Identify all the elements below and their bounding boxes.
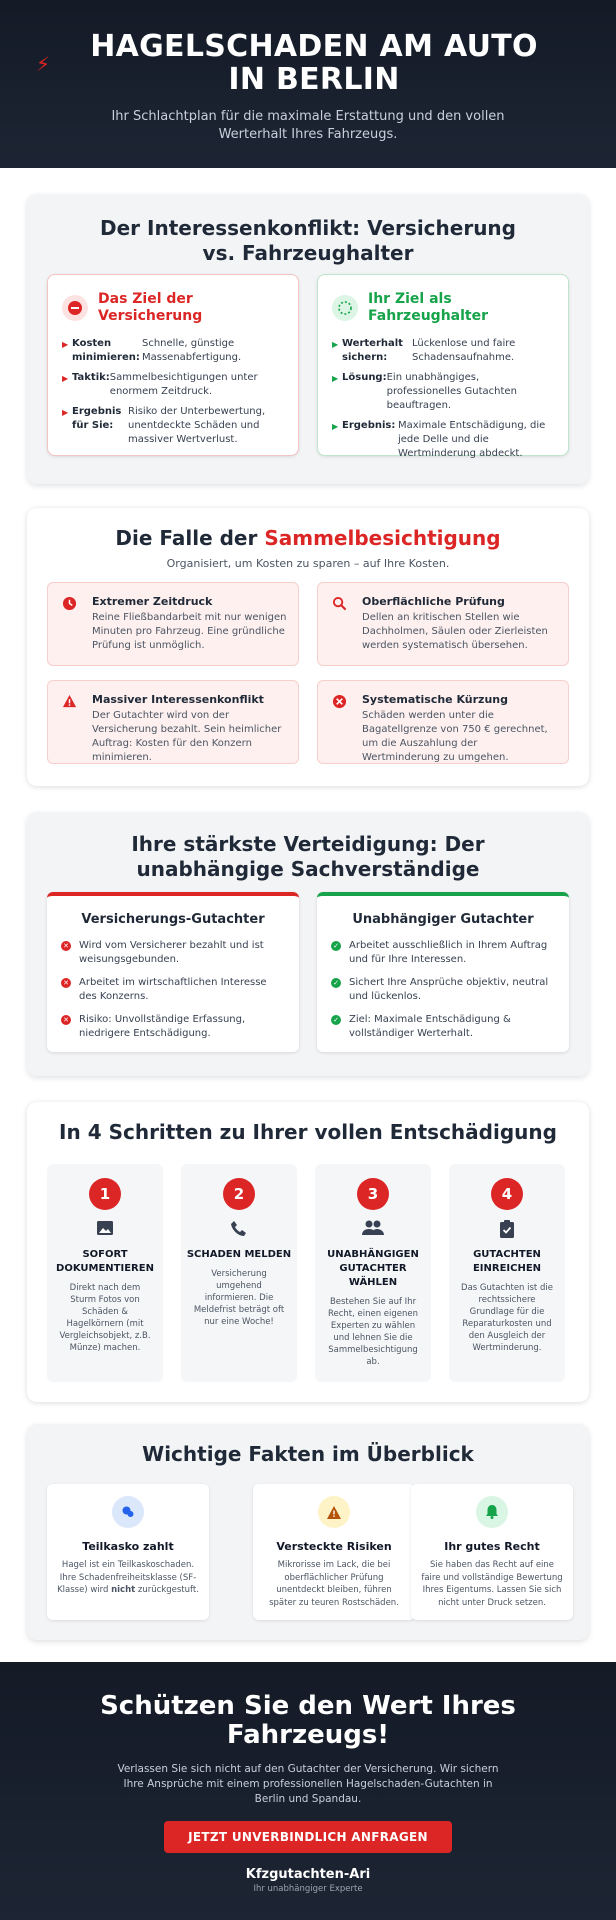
list-item: ✓ Ziel: Maximale Entschädigung & vollständiger Werterhalt. bbox=[331, 1013, 555, 1041]
page-title: HAGELSCHADEN AM AUTO IN BERLIN bbox=[90, 29, 538, 97]
insurer-goal-card bbox=[47, 274, 299, 456]
list-item: ✓ Arbeitet ausschließlich in Ihrem Auftrag und für Ihre Interessen. bbox=[331, 939, 555, 967]
fact-card: Teilkasko zahlt Hagel ist ein Teilkaskoschaden. Ihre Schadenfreiheitsklasse (SF-Klasse) wird nicht zurückgestuft. bbox=[47, 1484, 209, 1620]
conflict-section bbox=[27, 194, 589, 484]
defense-section bbox=[27, 812, 589, 1076]
clock-icon bbox=[62, 596, 77, 615]
steps-title: In 4 Schritten zu Ihrer vollen Entschädigung bbox=[59, 1120, 557, 1144]
hero-banner bbox=[0, 0, 616, 168]
warning-icon bbox=[318, 1496, 350, 1528]
triangle-icon: ▶ bbox=[332, 340, 339, 349]
x-circle-icon bbox=[332, 694, 347, 713]
check-icon: ✓ bbox=[331, 1015, 341, 1025]
trap-title: Die Falle der Sammelbesichtigung bbox=[115, 526, 501, 550]
owner-row: ▶ Ergebnis: Maximale Entschädigung, die jede Delle und die Wertminderung abdeckt. bbox=[332, 420, 546, 459]
triangle-icon: ▶ bbox=[332, 422, 339, 431]
trap-item: Oberflächliche Prüfung Dellen an kritischen Stellen wie Dachholmen, Säulen oder Zierleisten werden systematisch übersehen. bbox=[317, 582, 569, 666]
step-number: 2 bbox=[223, 1178, 255, 1210]
fact-card: Ihr gutes Recht Sie haben das Recht auf eine faire und vollständige Bewertung Ihres Eigentums. Lassen Sie sich nicht unter Druck setzen. bbox=[411, 1484, 573, 1620]
trap-item: Extremer Zeitdruck Reine Fließbandarbeit mit nur wenigen Minuten pro Fahrzeug. Eine gründliche Prüfung ist unmöglich. bbox=[47, 582, 299, 666]
step-number: 4 bbox=[491, 1178, 523, 1210]
insurer-expert-card: Versicherungs-Gutachter ✕ Wird vom Versicherer bezahlt und ist weisungsgebunden. ✕ Arbeitet im wirtschaftlichen Interesse des Konzerns. ✕ Risiko: Unvollständige Erfassung, niedrigere Entschädigung. bbox=[47, 892, 299, 1052]
check-icon: ✓ bbox=[331, 978, 341, 988]
triangle-icon: ▶ bbox=[62, 340, 69, 349]
minus-circle-icon bbox=[62, 295, 88, 321]
x-icon: ✕ bbox=[61, 941, 71, 951]
list-item: ✕ Risiko: Unvollständige Erfassung, niedrigere Entschädigung. bbox=[61, 1013, 285, 1041]
conflict-title: Der Interessenkonflikt: Versicherung vs. Fahrzeughalter bbox=[100, 216, 516, 265]
step-card: 4 GUTACHTEN EINREICHEN Das Gutachten ist die rechtssichere Grundlage für die Reparaturkosten und den Ausgleich der Wertminderung. bbox=[449, 1164, 565, 1382]
defense-title: Ihre stärkste Verteidigung: Der unabhängige Sachverständige bbox=[131, 832, 485, 881]
phone-icon bbox=[181, 1220, 297, 1240]
facts-title: Wichtige Fakten im Überblick bbox=[142, 1442, 474, 1466]
owner-row: ▶ Lösung: Ein unabhängiges, professionelles Gutachten beauftragen. bbox=[332, 372, 517, 411]
trap-item: Systematische Kürzung Schäden werden unter die Bagatellgrenze von 750 € gerechnet, um die Auszahlung der Wertminderung zu umgehen. bbox=[317, 680, 569, 764]
owner-row: ▶ Werterhalt sichern: Lückenlose und faire Schadensaufnahme. bbox=[332, 338, 516, 363]
triangle-icon: ▶ bbox=[332, 374, 339, 383]
list-item: ✕ Arbeitet im wirtschaftlichen Interesse des Konzerns. bbox=[61, 976, 285, 1004]
lightning-icon: ⚡ bbox=[36, 52, 51, 76]
request-button[interactable]: JETZT UNVERBINDLICH ANFRAGEN bbox=[164, 1821, 452, 1853]
hero-subtitle: Ihr Schlachtplan für die maximale Erstattung und den vollen Werterhalt Ihres Fahrzeugs. bbox=[111, 109, 505, 142]
brand-name: Kfzgutachten-Ari bbox=[245, 1867, 371, 1882]
fact-card: Versteckte Risiken Mikrorisse im Lack, die bei oberflächlicher Prüfung unentdeckt bleiben, führen später zu teuren Rostschäden. bbox=[253, 1484, 415, 1620]
bell-icon bbox=[476, 1496, 508, 1528]
step-card: 3 UNABHÄNGIGEN GUTACHTER WÄHLEN Bestehen Sie auf Ihr Recht, einen eigenen Experten zu wählen und lehnen Sie die Sammelbesichtigung ab. bbox=[315, 1164, 431, 1382]
clipboard-check-icon bbox=[449, 1220, 565, 1240]
trap-subtitle: Organisiert, um Kosten zu sparen – auf Ihre Kosten. bbox=[166, 557, 450, 570]
insurer-goal-title: Das Ziel der Versicherung bbox=[98, 291, 203, 324]
x-icon: ✕ bbox=[61, 978, 71, 988]
cta-footer bbox=[0, 1662, 616, 1920]
steps-section bbox=[27, 1102, 589, 1402]
target-icon bbox=[332, 295, 358, 321]
trap-item: Massiver Interessenkonflikt Der Gutachter wird von der Versicherung bezahlt. Sein heimlicher Auftrag: Kosten für den Konzern minimieren. bbox=[47, 680, 299, 764]
warning-icon bbox=[62, 694, 77, 713]
list-item: ✓ Sichert Ihre Ansprüche objektiv, neutral und lückenlos. bbox=[331, 976, 555, 1004]
brand-tagline: Ihr unabhängiger Experte bbox=[253, 1884, 363, 1894]
magnifier-icon bbox=[332, 596, 347, 615]
triangle-icon: ▶ bbox=[62, 408, 69, 417]
owner-goal-card bbox=[317, 274, 569, 459]
footer-title: Schützen Sie den Wert Ihres Fahrzeugs! bbox=[100, 1691, 516, 1750]
step-card: 2 SCHADEN MELDEN Versicherung umgehend informieren. Die Meldefrist beträgt oft nur eine Woche! bbox=[181, 1164, 297, 1382]
step-card: 1 SOFORT DOKUMENTIEREN Direkt nach dem Sturm Fotos von Schäden & Hagelkörnern (mit Vergleichsobjekt, z.B. Münze) machen. bbox=[47, 1164, 163, 1382]
step-number: 3 bbox=[357, 1178, 389, 1210]
shield-icon bbox=[112, 1496, 144, 1528]
users-icon bbox=[315, 1220, 431, 1240]
insurer-row: ▶ Taktik: Sammelbesichtigungen unter enormem Zeitdruck. bbox=[62, 372, 258, 397]
check-icon: ✓ bbox=[331, 941, 341, 951]
independent-expert-card: Unabhängiger Gutachter ✓ Arbeitet ausschließlich in Ihrem Auftrag und für Ihre Interessen. ✓ Sichert Ihre Ansprüche objektiv, neutral und lückenlos. ✓ Ziel: Maximale Entschädigung & vollständiger Werterhalt. bbox=[317, 892, 569, 1052]
insurer-row: ▶ Ergebnis für Sie: Risiko der Unterbewertung, unentdeckte Schäden und massiver Wertverlust. bbox=[62, 406, 266, 445]
trap-section bbox=[27, 508, 589, 786]
step-number: 1 bbox=[89, 1178, 121, 1210]
insurer-row: ▶ Kosten minimieren: Schnelle, günstige Massenabfertigung. bbox=[62, 338, 242, 363]
owner-goal-title: Ihr Ziel als Fahrzeughalter bbox=[368, 291, 488, 324]
footer-text: Verlassen Sie sich nicht auf den Gutachter der Versicherung. Wir sichern Ihre Ansprüche mit einem professionellen Hagelschaden-Gutachten in Berlin und Spandau. bbox=[117, 1763, 499, 1805]
list-item: ✕ Wird vom Versicherer bezahlt und ist weisungsgebunden. bbox=[61, 939, 285, 967]
x-icon: ✕ bbox=[61, 1015, 71, 1025]
facts-section bbox=[27, 1424, 589, 1640]
image-icon bbox=[47, 1220, 163, 1240]
triangle-icon: ▶ bbox=[62, 374, 69, 383]
